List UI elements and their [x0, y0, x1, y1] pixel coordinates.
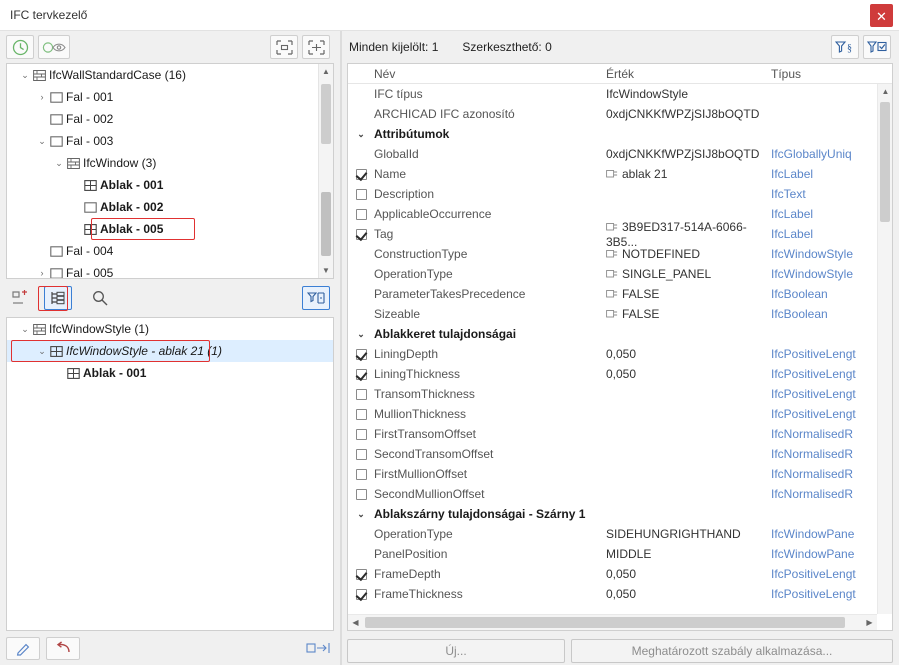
- property-value[interactable]: [606, 87, 771, 101]
- tree-node-label: Fal - 003: [66, 134, 114, 148]
- scroll-thumb[interactable]: [321, 84, 331, 144]
- property-type: IfcLabel: [771, 227, 814, 241]
- chevron-down-icon[interactable]: ⌄: [357, 128, 365, 139]
- chevron-down-icon[interactable]: ›: [40, 268, 44, 278]
- property-name: LiningDepth: [374, 347, 439, 361]
- tree-node-list: [7, 64, 333, 278]
- property-group-row[interactable]: [348, 504, 877, 524]
- property-value[interactable]: [606, 307, 771, 322]
- ifc-structure-tree[interactable]: [6, 63, 334, 279]
- property-type: IfcNormalisedR: [771, 487, 854, 501]
- property-group-label: Ablakszárny tulajdonságai - Szárny 1: [374, 507, 586, 521]
- property-type: IfcNormalisedR: [771, 467, 854, 481]
- new-classification-icon[interactable]: [6, 286, 34, 310]
- chevron-down-icon[interactable]: ⌄: [21, 69, 29, 80]
- left-toolbar: [0, 31, 340, 63]
- square-icon: [50, 113, 63, 126]
- checkbox-box[interactable]: [356, 209, 367, 220]
- property-row[interactable]: [348, 84, 877, 104]
- property-group-row[interactable]: [348, 324, 877, 344]
- tree-node[interactable]: [7, 64, 333, 86]
- link-tag-icon: [606, 168, 618, 182]
- property-checkbox[interactable]: [348, 569, 374, 580]
- property-value[interactable]: [606, 167, 771, 182]
- property-value-text: ablak 21: [622, 166, 668, 181]
- window-icon: [67, 367, 80, 380]
- property-name: FirstTransomOffset: [374, 427, 477, 441]
- chevron-down-icon[interactable]: ›: [40, 92, 44, 102]
- property-type: IfcWindowStyle: [771, 247, 854, 261]
- property-row[interactable]: [348, 219, 877, 249]
- tree-node[interactable]: [7, 196, 333, 218]
- property-value-text: 0xdjCNKKfWPZjSIJ8bOQTD: [606, 107, 760, 121]
- undo-icon[interactable]: [46, 637, 80, 660]
- chevron-down-icon[interactable]: ⌄: [357, 508, 365, 519]
- property-row[interactable]: [348, 304, 877, 324]
- property-value[interactable]: [606, 527, 771, 541]
- property-value-text: 0,050: [606, 347, 637, 361]
- properties-row-list: [348, 84, 877, 614]
- property-row[interactable]: [348, 164, 877, 184]
- wall-icon: [33, 69, 46, 82]
- property-type: IfcLabel: [771, 167, 814, 181]
- property-checkbox[interactable]: [348, 489, 374, 500]
- collapse-all-icon[interactable]: [302, 35, 330, 59]
- property-row[interactable]: [348, 484, 877, 504]
- tree-node-label: Fal - 002: [66, 112, 114, 126]
- tree-node-label: Fal - 004: [66, 244, 114, 258]
- left-bottom-toolbar: [0, 631, 340, 665]
- tree-node[interactable]: [7, 318, 333, 340]
- property-value[interactable]: [606, 547, 771, 561]
- property-checkbox[interactable]: [348, 189, 374, 200]
- property-checkbox[interactable]: [348, 229, 374, 240]
- tree-node[interactable]: [7, 86, 333, 108]
- property-row[interactable]: [348, 584, 877, 604]
- property-checkbox[interactable]: [348, 349, 374, 360]
- checkbox-box[interactable]: [356, 369, 367, 380]
- property-checkbox[interactable]: [348, 209, 374, 220]
- tree-node-label: IfcWindowStyle - ablak 21 (1): [66, 344, 222, 358]
- property-row[interactable]: [348, 464, 877, 484]
- property-value-text: IfcWindowStyle: [606, 87, 689, 101]
- chevron-down-icon[interactable]: ⌄: [55, 157, 63, 168]
- property-value-text: FALSE: [622, 306, 660, 321]
- tree-node[interactable]: [7, 152, 333, 174]
- property-name: Sizeable: [374, 307, 421, 321]
- square-icon: [50, 91, 63, 104]
- property-value[interactable]: [606, 107, 771, 121]
- property-name: ApplicableOccurrence: [374, 207, 492, 221]
- checkbox-box[interactable]: [356, 449, 367, 460]
- property-value[interactable]: [606, 587, 771, 601]
- tree-node-label: IfcWindowStyle (1): [49, 322, 150, 336]
- property-value[interactable]: [606, 267, 771, 282]
- properties-header-bar: [341, 31, 899, 63]
- property-checkbox[interactable]: [348, 409, 374, 420]
- prop-hscroll-thumb[interactable]: [365, 617, 845, 628]
- scroll-thumb-2[interactable]: [321, 192, 331, 256]
- property-name: ARCHICAD IFC azonosító: [374, 107, 515, 121]
- checkbox-box[interactable]: [356, 169, 367, 180]
- property-name: TransomThickness: [374, 387, 475, 401]
- window-title: IFC tervkezelő: [10, 8, 88, 22]
- tree-node-label: Fal - 001: [66, 90, 114, 104]
- checkbox-box[interactable]: [356, 569, 367, 580]
- properties-table-header: [348, 64, 892, 84]
- property-row[interactable]: [348, 444, 877, 464]
- header-name: Név: [374, 66, 396, 81]
- property-type: IfcGloballyUniq: [771, 147, 852, 161]
- property-value[interactable]: [606, 347, 771, 361]
- tree-node[interactable]: [7, 218, 333, 240]
- right-pane: [341, 31, 899, 665]
- property-value-text: SINGLE_PANEL: [622, 266, 712, 281]
- property-row[interactable]: [348, 144, 877, 164]
- square-icon: [50, 245, 63, 258]
- property-value[interactable]: [606, 287, 771, 302]
- property-type: IfcPositiveLengt: [771, 387, 856, 401]
- apply-rule-button[interactable]: Meghatározott szabály alkalmazása...: [571, 639, 893, 663]
- property-value[interactable]: [606, 220, 771, 249]
- tree-node-label: Ablak - 001: [100, 178, 164, 192]
- property-value-text: FALSE: [622, 286, 660, 301]
- property-name: GlobalId: [374, 147, 419, 161]
- wall-icon: [33, 323, 46, 336]
- property-type: IfcNormalisedR: [771, 447, 854, 461]
- tree-node[interactable]: [7, 130, 333, 152]
- property-type: IfcPositiveLengt: [771, 567, 856, 581]
- tree-node[interactable]: [7, 362, 333, 384]
- property-row[interactable]: [348, 344, 877, 364]
- link-tag-icon: [606, 308, 618, 322]
- editable-count-label: Szerkeszthető: 0: [462, 40, 552, 54]
- tree-node-label: Ablak - 002: [100, 200, 164, 214]
- property-name: PanelPosition: [374, 547, 448, 561]
- property-name: LiningThickness: [374, 367, 461, 381]
- property-row[interactable]: [348, 284, 877, 304]
- property-checkbox[interactable]: [348, 429, 374, 440]
- chevron-down-icon[interactable]: ⌄: [38, 345, 46, 356]
- tree-vertical-scrollbar[interactable]: [318, 64, 333, 278]
- property-value[interactable]: [606, 567, 771, 581]
- property-type: IfcText: [771, 187, 806, 201]
- property-type: IfcNormalisedR: [771, 427, 854, 441]
- property-type: IfcBoolean: [771, 287, 828, 301]
- filter-paragraph-icon[interactable]: [831, 35, 859, 59]
- property-name: OperationType: [374, 267, 453, 281]
- header-type: Típus: [771, 66, 802, 81]
- property-value-text: 0,050: [606, 567, 637, 581]
- property-name: OperationType: [374, 527, 453, 541]
- property-value-text: NOTDEFINED: [622, 246, 700, 261]
- window-titlebar: [0, 0, 899, 31]
- tree-node-label: Fal - 005: [66, 266, 114, 278]
- link-tag-icon: [606, 221, 618, 235]
- edit-pencil-icon[interactable]: [6, 637, 40, 660]
- property-value-text: 0,050: [606, 367, 637, 381]
- selected-count-label: Minden kijelölt: 1: [349, 40, 439, 54]
- wall-icon: [67, 157, 80, 170]
- tree-node[interactable]: [7, 174, 333, 196]
- window-icon: [84, 179, 97, 192]
- property-value[interactable]: [606, 147, 771, 161]
- header-value: Érték: [606, 66, 635, 81]
- property-row[interactable]: [348, 184, 877, 204]
- tree-node[interactable]: [7, 262, 333, 278]
- property-checkbox[interactable]: [348, 589, 374, 600]
- property-row[interactable]: [348, 524, 877, 544]
- checkbox-box[interactable]: [356, 469, 367, 480]
- property-name: SecondTransomOffset: [374, 447, 494, 461]
- property-value[interactable]: [606, 247, 771, 262]
- scroll-up-arrow[interactable]: ▲: [322, 67, 330, 76]
- property-name: FirstMullionOffset: [374, 467, 468, 481]
- tree-node-list-2: [7, 318, 333, 630]
- property-row[interactable]: [348, 424, 877, 444]
- refresh-icon[interactable]: [6, 35, 34, 59]
- checkbox-box[interactable]: [356, 389, 367, 400]
- prop-scroll-up-arrow[interactable]: ▲: [881, 87, 890, 96]
- property-value[interactable]: [606, 367, 771, 381]
- property-name: ParameterTakesPrecedence: [374, 287, 526, 301]
- search-icon[interactable]: [86, 286, 114, 310]
- workspace: [0, 31, 899, 665]
- window-icon: [50, 345, 63, 358]
- property-checkbox[interactable]: [348, 469, 374, 480]
- property-value-text: 3B9ED317-514A-6066-3B5...: [606, 219, 747, 249]
- property-type: IfcBoolean: [771, 307, 828, 321]
- property-checkbox[interactable]: [348, 369, 374, 380]
- checkbox-box[interactable]: [356, 189, 367, 200]
- chevron-down-icon[interactable]: ⌄: [21, 323, 29, 334]
- prop-scroll-left-arrow[interactable]: ◀: [352, 618, 359, 627]
- property-row[interactable]: [348, 244, 877, 264]
- properties-horizontal-scrollbar[interactable]: [348, 614, 877, 630]
- property-value-text: 0,050: [606, 587, 637, 601]
- close-icon[interactable]: ✕: [870, 4, 893, 27]
- property-checkbox[interactable]: [348, 389, 374, 400]
- property-name: FrameDepth: [374, 567, 441, 581]
- structure-tree-icon[interactable]: [44, 286, 72, 310]
- tree-node-label: Ablak - 001: [83, 366, 147, 380]
- svg-text:§: §: [847, 43, 852, 54]
- square-icon: [50, 135, 63, 148]
- right-bottom-bar: [341, 631, 899, 665]
- property-group-row[interactable]: [348, 124, 877, 144]
- properties-vertical-scrollbar[interactable]: [877, 84, 892, 614]
- property-type: IfcWindowPane: [771, 547, 855, 561]
- property-value-text: SIDEHUNGRIGHTHAND: [606, 527, 741, 541]
- property-name: Name: [374, 167, 407, 181]
- square-icon: [84, 201, 97, 214]
- new-button[interactable]: Új...: [347, 639, 565, 663]
- property-row[interactable]: [348, 264, 877, 284]
- prop-scroll-thumb[interactable]: [880, 102, 890, 222]
- left-pane: [0, 31, 341, 665]
- property-checkbox[interactable]: [348, 169, 374, 180]
- checkbox-box[interactable]: [356, 409, 367, 420]
- property-row[interactable]: [348, 544, 877, 564]
- link-tag-icon: [606, 248, 618, 262]
- property-type: IfcLabel: [771, 207, 814, 221]
- property-row[interactable]: [348, 384, 877, 404]
- property-name: FrameThickness: [374, 587, 463, 601]
- checkbox-box[interactable]: [356, 429, 367, 440]
- checkbox-box[interactable]: [356, 349, 367, 360]
- expand-all-icon[interactable]: [270, 35, 298, 59]
- prop-scroll-right-arrow[interactable]: ▶: [866, 618, 873, 627]
- tree-node-label: Ablak - 005: [100, 222, 164, 236]
- checkbox-box[interactable]: [356, 489, 367, 500]
- link-tag-icon: [606, 268, 618, 282]
- properties-table[interactable]: [347, 63, 893, 631]
- pane-divider[interactable]: [341, 31, 342, 665]
- property-row[interactable]: [348, 404, 877, 424]
- property-type: IfcWindowPane: [771, 527, 855, 541]
- square-icon: [50, 267, 63, 279]
- filter-check-icon[interactable]: [863, 35, 891, 59]
- filter-tree-icon[interactable]: [302, 286, 330, 310]
- visibility-icon[interactable]: [38, 35, 70, 59]
- property-checkbox[interactable]: [348, 449, 374, 460]
- property-type: IfcPositiveLengt: [771, 587, 856, 601]
- property-group-label: Attribútumok: [374, 127, 450, 141]
- left-toolbar-secondary: [0, 279, 340, 317]
- property-row[interactable]: [348, 564, 877, 584]
- property-name: MullionThickness: [374, 407, 467, 421]
- scroll-down-arrow[interactable]: ▼: [322, 266, 330, 275]
- property-name: Description: [374, 187, 435, 201]
- checkbox-box[interactable]: [356, 229, 367, 240]
- tree-node-label: IfcWallStandardCase (16): [49, 68, 186, 82]
- property-type: IfcPositiveLengt: [771, 347, 856, 361]
- transfer-icon[interactable]: [304, 637, 334, 660]
- property-name: Tag: [374, 227, 394, 241]
- property-value-text: 0xdjCNKKfWPZjSIJ8bOQTD: [606, 147, 760, 161]
- chevron-down-icon[interactable]: ⌄: [38, 135, 46, 146]
- property-name: IFC típus: [374, 87, 423, 101]
- property-row[interactable]: [348, 364, 877, 384]
- property-name: SecondMullionOffset: [374, 487, 485, 501]
- tree-node-label: IfcWindow (3): [83, 156, 157, 170]
- property-type: IfcWindowStyle: [771, 267, 854, 281]
- checkbox-box[interactable]: [356, 589, 367, 600]
- ifc-classification-tree[interactable]: [6, 317, 334, 631]
- window-icon: [84, 223, 97, 236]
- tree-node[interactable]: [7, 340, 333, 362]
- property-type: IfcPositiveLengt: [771, 367, 856, 381]
- link-tag-icon: [606, 288, 618, 302]
- property-row[interactable]: [348, 104, 877, 124]
- property-group-label: Ablakkeret tulajdonságai: [374, 327, 517, 341]
- chevron-down-icon[interactable]: ⌄: [357, 328, 365, 339]
- tree-node[interactable]: [7, 240, 333, 262]
- property-name: ConstructionType: [374, 247, 468, 261]
- tree-node[interactable]: [7, 108, 333, 130]
- property-value-text: MIDDLE: [606, 547, 652, 561]
- property-type: IfcPositiveLengt: [771, 407, 856, 421]
